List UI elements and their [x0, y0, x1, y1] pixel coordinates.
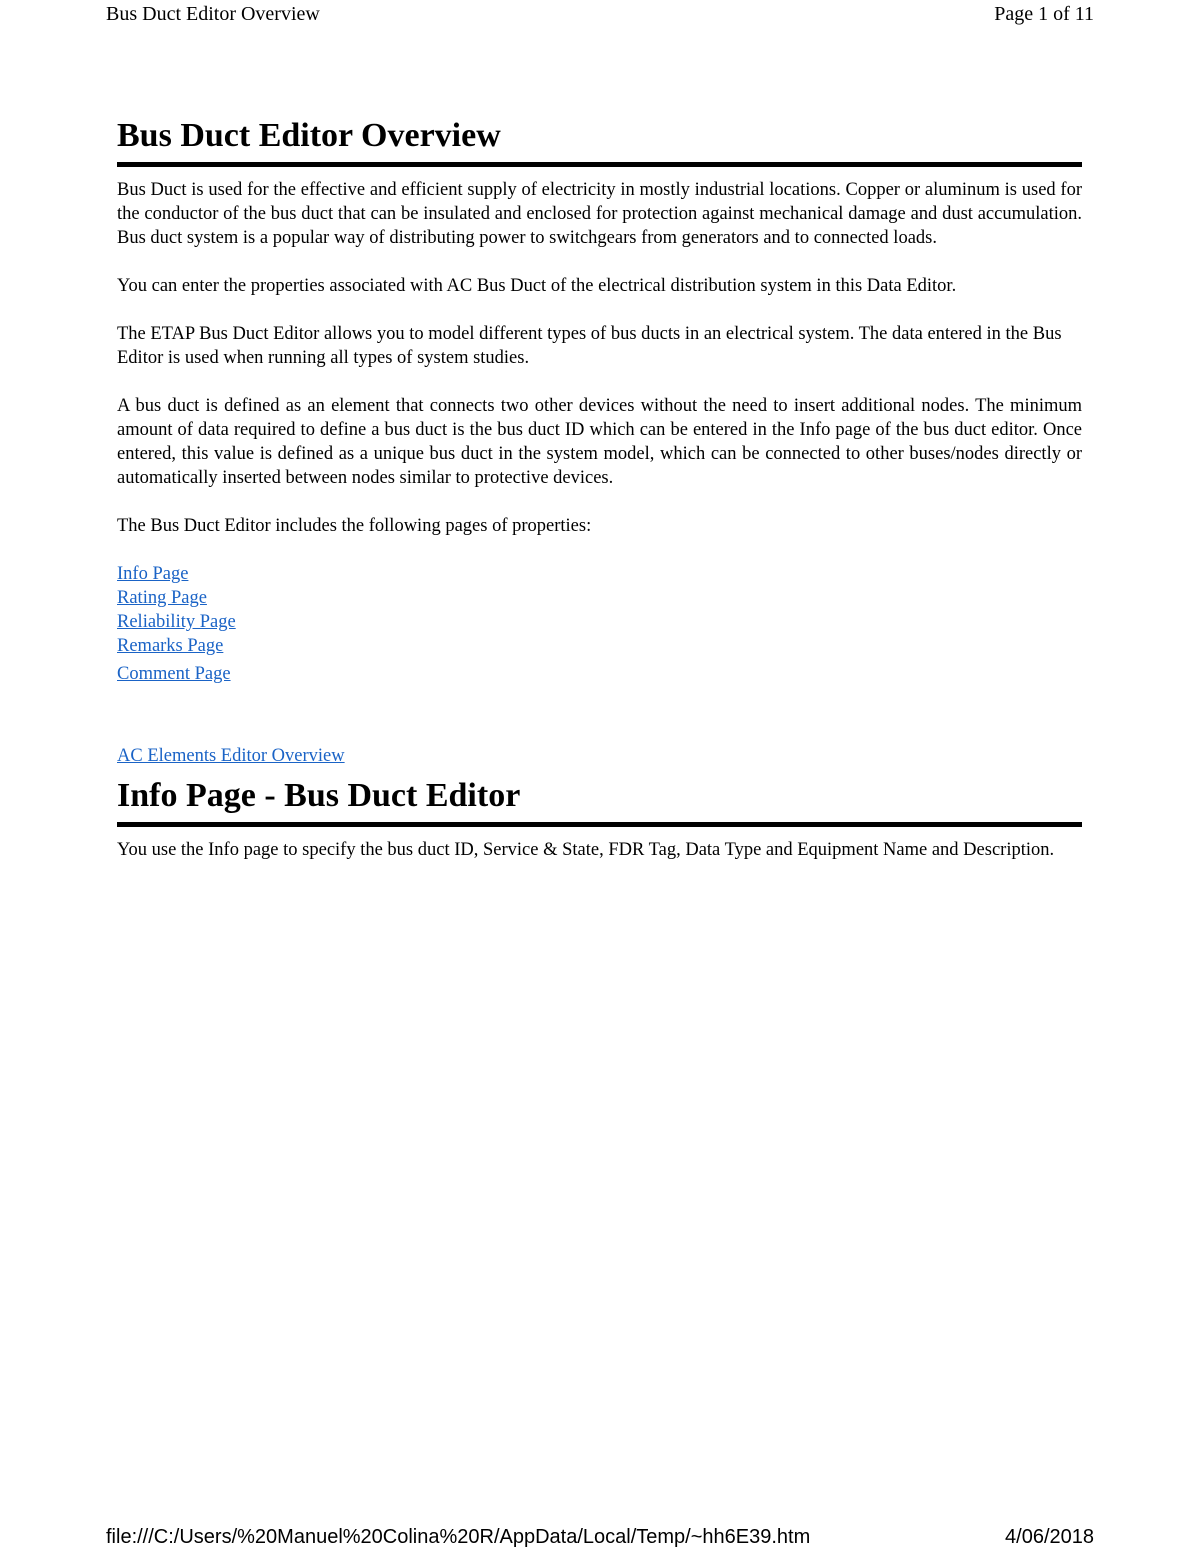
header-document-title: Bus Duct Editor Overview	[106, 3, 320, 25]
paragraph-pages-intro: The Bus Duct Editor includes the following pages of properties:	[117, 516, 592, 536]
document-content	[117, 112, 1082, 862]
print-footer	[106, 1523, 1094, 1553]
page-links-list	[117, 562, 1082, 686]
section-heading-overview: Bus Duct Editor Overview	[117, 112, 1082, 167]
paragraph-definition: A bus duct is defined as an element that connects two other devices without the need to insert additional nodes. The minimum amount of data required to define a bus duct is the bus duct ID which can be entered in the Info page of the bus duct editor. Once entered, this value is defined as a unique bus duct in the system model, which can be connected to other buses/nodes directly or automatically inserted between nodes similar to protective devices.	[117, 396, 1082, 488]
link-rating-page[interactable]: Rating Page	[117, 588, 207, 608]
info-page-section	[117, 772, 1082, 862]
footer-date: 4/06/2018	[1005, 1526, 1094, 1548]
overview-body	[117, 178, 1082, 772]
paragraph-intro: Bus Duct is used for the effective and efficient supply of electricity in mostly industrial locations. Copper or aluminum is used for the conductor of the bus duct that can be insulated and enclosed for protection against mechanical damage and dust accumulation. Bus duct system is a popular way of distributing power to switchgears from generators and to connected loads.	[117, 180, 1082, 248]
section-heading-info-page: Info Page - Bus Duct Editor	[117, 772, 1082, 827]
back-link-container	[117, 744, 1082, 772]
link-comment-page[interactable]: Comment Page	[117, 664, 231, 684]
footer-file-path: file:///C:/Users/%20Manuel%20Colina%20R/AppData/Local/Temp/~hh6E39.htm	[106, 1526, 811, 1548]
paragraph-info-page: You use the Info page to specify the bus duct ID, Service & State, FDR Tag, Data Type and Equipment Name and Description.	[117, 840, 1055, 860]
link-remarks-page[interactable]: Remarks Page	[117, 636, 224, 656]
link-ac-elements-overview[interactable]: AC Elements Editor Overview	[117, 746, 345, 766]
print-header	[106, 0, 1094, 30]
link-reliability-page[interactable]: Reliability Page	[117, 612, 236, 632]
paragraph-properties: You can enter the properties associated with AC Bus Duct of the electrical distribution system in this Data Editor.	[117, 276, 957, 296]
header-page-indicator: Page 1 of 11	[994, 3, 1094, 25]
paragraph-etap: The ETAP Bus Duct Editor allows you to model different types of bus ducts in an electrical system. The data entered in the Bus Editor is used when running all types of system studies.	[117, 324, 1062, 368]
link-info-page[interactable]: Info Page	[117, 564, 189, 584]
